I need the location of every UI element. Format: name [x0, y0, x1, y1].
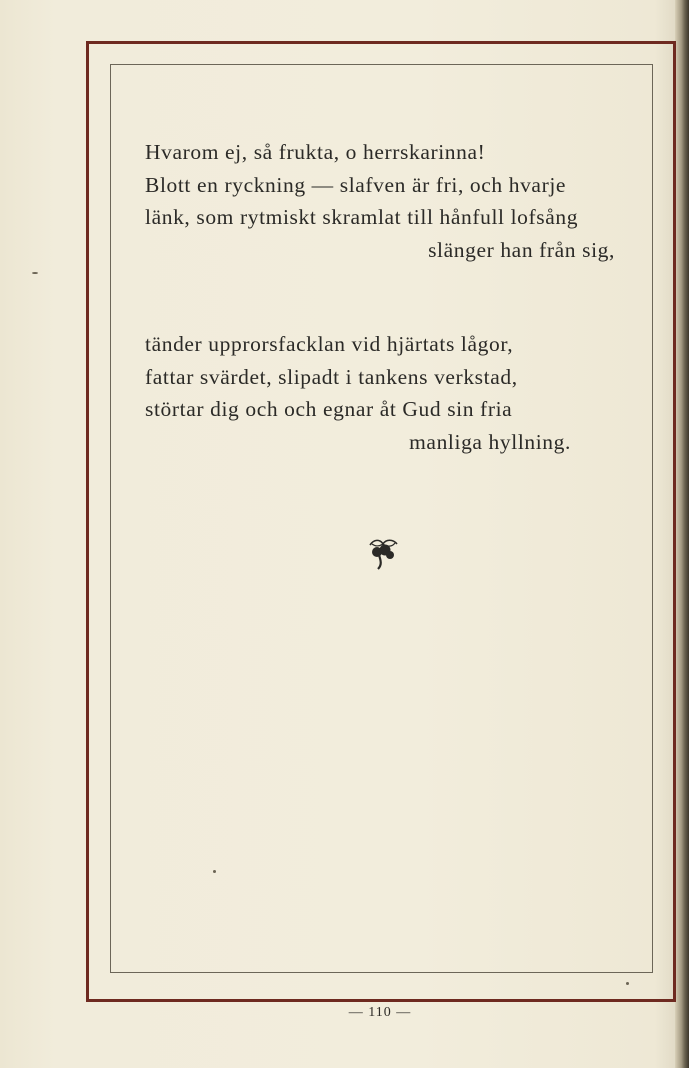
fleuron-ornament-icon: [366, 535, 400, 571]
paper-speck: [626, 982, 629, 985]
verse-line: länk, som rytmiskt skramlat till hånfull lofsång: [145, 205, 579, 229]
verse-line: Hvarom ej, så frukta, o herrskarinna!: [145, 140, 486, 164]
paper-speck: [213, 870, 216, 873]
page-binding-edge: [675, 0, 689, 1068]
stanza-1: [145, 136, 615, 266]
verse-line-short: slänger han från sig,: [428, 237, 615, 262]
verse-line: störtar dig och och egnar åt Gud sin fria: [145, 397, 513, 421]
stanza-2: [145, 328, 571, 458]
page-number: — 110 —: [348, 1005, 412, 1020]
verse-line: fattar svärdet, slipadt i tankens verkstad,: [145, 364, 518, 389]
verse-line: tänder upprorsfacklan vid hjärtats lågor,: [145, 332, 514, 356]
verse-line: Blott en ryckning — slafven är fri, och hvarje: [145, 172, 567, 197]
verse-line-short: manliga hyllning.: [409, 429, 571, 454]
paper-speck: [32, 272, 38, 274]
